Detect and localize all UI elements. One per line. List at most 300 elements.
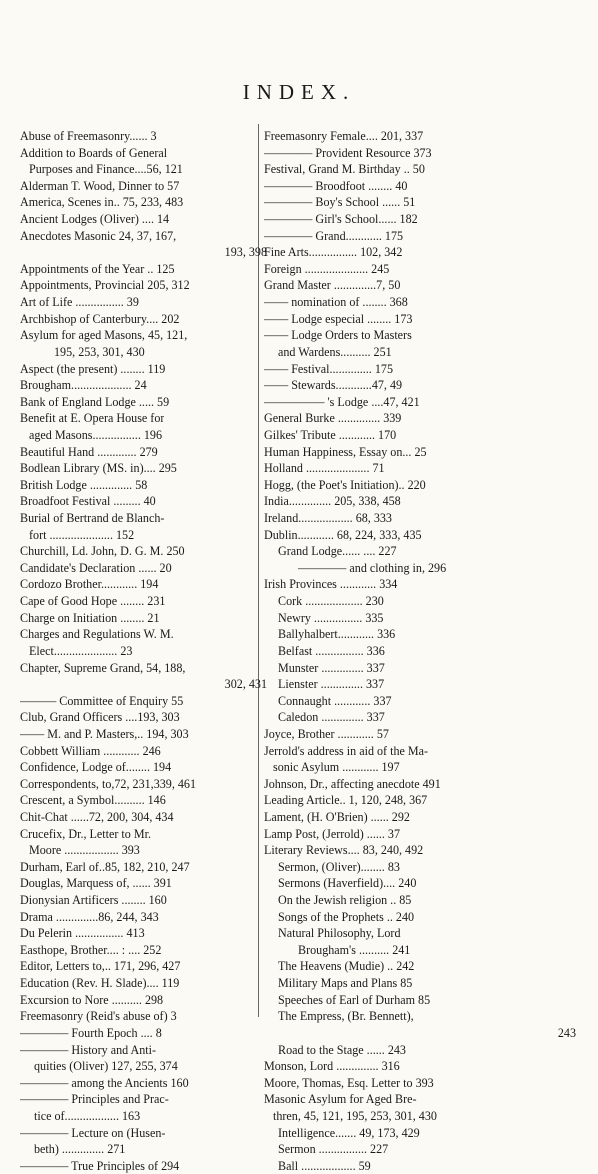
index-entry (20, 178, 267, 195)
index-entry (20, 809, 267, 826)
entry-text: Literary Reviews.... 83, 240, (264, 843, 403, 858)
entry-text: Moore .................. (29, 843, 119, 858)
entry-pages: 160 (148, 893, 167, 908)
entry-text: Belfast ................ (278, 643, 364, 658)
index-entry (20, 277, 267, 294)
entry-text: Newry ................ (278, 610, 363, 625)
entry-pages: 391 (153, 876, 172, 891)
index-entry (20, 942, 267, 959)
entry-pages: 202 (161, 311, 180, 326)
entry-text: Education (Rev. H. Slade).... (20, 976, 159, 991)
index-entry (20, 361, 267, 378)
index-entry (264, 1091, 576, 1108)
index-entry (20, 161, 267, 178)
entry-pages: 119 (147, 361, 166, 376)
entry-text: tice of.................. (34, 1108, 119, 1123)
index-entry (264, 394, 576, 411)
entry-pages: 294 (161, 1158, 180, 1173)
index-entry (264, 211, 576, 228)
index-entry (20, 776, 267, 793)
entry-text: —— Lodge especial ........ (264, 311, 392, 326)
entry-text: Churchill, Ld. John, D. G. M. (20, 544, 164, 559)
entry-text: Leading Article.. 1, 120, 248, (264, 793, 407, 808)
index-entry (20, 1042, 267, 1059)
index-entry (20, 709, 267, 726)
entry-text: Candidate's Declaration ...... (20, 560, 157, 575)
entry-pages: 429 (401, 1125, 420, 1140)
index-entry (20, 377, 267, 394)
index-entry (264, 809, 576, 826)
index-entry (264, 925, 576, 942)
entry-text: Confidence, Lodge of........ (20, 760, 150, 775)
entry-pages: 413 (126, 926, 145, 941)
entry-pages: 242 (396, 959, 415, 974)
entry-text: Lament, (H. O'Brien) ...... (264, 809, 389, 824)
index-column-left (20, 128, 267, 1174)
entry-pages: 339 (383, 411, 402, 426)
entry-text: Sermon, (Oliver)........ (278, 859, 385, 874)
entry-text: Bank of England Lodge ..... (20, 394, 155, 409)
index-entry (20, 128, 267, 145)
entry-text: Burial of Bertrand de Blanch- (20, 511, 165, 526)
index-entry (20, 726, 267, 743)
index-entry (264, 776, 576, 793)
entry-pages: 483 (165, 195, 184, 210)
entry-text: Fine Arts................ 102, (264, 245, 382, 260)
entry-pages: 175 (374, 361, 393, 376)
index-entry (20, 194, 267, 211)
entry-text: The Heavens (Mudie) .. (278, 959, 394, 974)
entry-pages: 83 (387, 859, 400, 874)
entry-pages: 243 (557, 1025, 576, 1040)
entry-text: Natural Philosophy, Lord (278, 926, 401, 941)
index-entry (264, 593, 576, 610)
index-entry (264, 626, 576, 643)
entry-pages: 175 (384, 228, 404, 243)
entry-text: ——— Committee of Enquiry (20, 693, 169, 708)
entry-text: Ancient Lodges (Oliver) .... (20, 212, 154, 227)
entry-pages: 247 (171, 859, 190, 874)
entry-text: Moore, Thomas, Esq. Letter to (264, 1075, 413, 1090)
entry-pages: 59 (157, 394, 170, 409)
entry-text: Crescent, a Symbol.......... (20, 793, 145, 808)
entry-pages: 152 (115, 527, 135, 542)
entry-text: Purposes and Finance....56, (29, 162, 162, 177)
index-entry (264, 909, 576, 926)
entry-pages: 193, 398 (224, 245, 267, 260)
entry-pages: 295 (158, 461, 177, 476)
entry-text: Club, Grand Officers ....193, (20, 710, 159, 725)
entry-pages: 430 (418, 1108, 437, 1123)
index-entry (264, 444, 576, 461)
entry-text: Du Pelerin ................ (20, 926, 124, 941)
entry-text: Human Happiness, Essay on... (264, 444, 412, 459)
entry-text: Art of Life ................ (20, 295, 124, 310)
index-entry (264, 726, 576, 743)
entry-pages: 427 (162, 959, 181, 974)
entry-pages: 367 (409, 793, 428, 808)
entry-text: Sermons (Haverfield).... (278, 876, 396, 891)
index-entry (264, 493, 576, 510)
entry-pages: 57 (376, 726, 389, 741)
entry-pages: 241 (392, 942, 411, 957)
entry-text: Jerrold's address in aid of the Ma- (264, 743, 429, 758)
entry-pages: 337 (373, 693, 392, 708)
entry-text: —— Festival.............. (264, 361, 372, 376)
index-entry (264, 244, 576, 261)
index-entry (264, 510, 576, 527)
index-entry (20, 975, 267, 992)
index-entry (20, 543, 267, 560)
index-entry (264, 194, 576, 211)
index-entry (20, 344, 267, 361)
entry-text: India.............. 205, 338, (264, 494, 380, 509)
page-title: INDEX. (242, 80, 356, 104)
entry-text: Caledon .............. (278, 710, 364, 725)
entry-text: Appointments, Provincial 205, (20, 278, 169, 293)
entry-pages: 303 (170, 726, 189, 741)
entry-text: Brougham's .......... (298, 942, 390, 957)
entry-pages: 393 (121, 843, 140, 858)
entry-pages: 37 (387, 826, 401, 841)
entry-pages: 197 (381, 760, 400, 775)
index-entry (20, 1141, 267, 1158)
index-entry (264, 1125, 576, 1142)
entry-pages: 430 (126, 344, 145, 359)
index-entry (264, 942, 576, 959)
entry-text: ———— True Principles of (20, 1158, 159, 1173)
index-entry (264, 1108, 576, 1125)
entry-text: —— Lodge Orders to Masters (264, 328, 412, 343)
entry-pages: 435 (403, 527, 422, 542)
index-entry (20, 1108, 267, 1125)
index-entry (20, 610, 267, 627)
index-column-right (264, 128, 576, 1174)
entry-text: and Wardens.......... (278, 344, 371, 359)
entry-text: ———— History and Anti- (20, 1042, 157, 1057)
entry-text: Sermon ................ (278, 1142, 368, 1157)
entry-pages: 121 (164, 162, 183, 177)
entry-text: Chit-Chat ......72, 200, 304, (20, 809, 153, 824)
entry-pages: 21 (147, 610, 160, 625)
entry-pages: 8 (155, 1025, 162, 1040)
index-entry (20, 427, 267, 444)
entry-pages: 188, (164, 660, 186, 675)
entry-text: Chapter, Supreme Grand, 54, (20, 660, 162, 675)
entry-pages: 296 (427, 560, 447, 575)
entry-text: Bodlean Library (MS. in).... (20, 461, 156, 476)
entry-pages: 220 (407, 477, 426, 492)
index-entry (264, 759, 576, 776)
entry-text: Cordozo Brother............ (20, 577, 138, 592)
index-entry (264, 1025, 576, 1042)
entry-text: ———— Lecture on (Husen- (20, 1125, 166, 1140)
entry-pages: 14 (157, 212, 170, 227)
index-entry (264, 709, 576, 726)
entry-pages: 194 (140, 577, 159, 592)
entry-pages: 39 (126, 295, 139, 310)
entry-text: Archbishop of Canterbury.... (20, 311, 159, 326)
entry-text: ———— Principles and Prac- (20, 1092, 169, 1107)
index-entry (264, 792, 576, 809)
entry-pages: 125 (156, 261, 175, 276)
entry-text: Gilkes' Tribute ............ (264, 427, 376, 442)
entry-text: Alderman T. Wood, Dinner to (20, 178, 165, 193)
entry-pages: 121, (166, 328, 188, 343)
entry-pages: 250 (166, 544, 185, 559)
entry-pages: 303 (161, 710, 180, 725)
entry-text: Abuse of Freemasonry...... (20, 129, 148, 143)
entry-pages: 343 (140, 909, 159, 924)
entry-text: Easthope, Brother.... : .... (20, 942, 141, 957)
index-entry (264, 743, 576, 760)
index-entry (264, 859, 576, 876)
entry-text: ———— and clothing in, (298, 560, 425, 575)
index-entry (20, 1158, 267, 1174)
entry-pages: 368 (389, 295, 408, 310)
entry-pages: 230 (365, 594, 384, 609)
index-entry (264, 128, 576, 145)
entry-text: Lienster .............. (278, 677, 363, 692)
index-entry (20, 826, 267, 843)
entry-pages: 334 (379, 577, 398, 592)
entry-text: Hogg, (the Poet's Initiation).. (264, 477, 405, 492)
entry-text: Ireland.................. 68, (264, 511, 371, 526)
index-entry (20, 410, 267, 427)
entry-text: ———— Fourth Epoch .... (20, 1025, 153, 1040)
index-entry (264, 1075, 576, 1092)
entry-text: Aspect (the present) ........ (20, 361, 145, 376)
index-entry (20, 228, 267, 245)
entry-text: Ballyhalbert............ (278, 627, 375, 642)
index-entry (20, 925, 267, 942)
index-entry (264, 1058, 576, 1075)
index-entry (264, 145, 576, 162)
entry-pages: 167, (155, 228, 177, 243)
entry-text: Excursion to Nore .......... (20, 992, 142, 1007)
index-entry (264, 527, 576, 544)
entry-text: Songs of the Prophets .. (278, 909, 393, 924)
entry-pages: 336 (366, 643, 385, 658)
entry-text: Freemasonry (Reid's abuse of) (20, 1009, 168, 1024)
entry-pages: 271 (107, 1142, 126, 1157)
entry-pages: 85 (400, 976, 413, 991)
entry-pages: 227 (378, 544, 397, 559)
index-entry (20, 261, 267, 278)
entry-pages: 316 (381, 1059, 400, 1074)
index-entry (264, 410, 576, 427)
entry-text: Connaught ............ (278, 693, 371, 708)
index-entry (20, 510, 267, 527)
entry-pages: 393 (415, 1075, 434, 1090)
entry-text: Beautiful Hand ............. (20, 444, 137, 459)
entry-pages: 279 (139, 444, 158, 459)
entry-pages: 163 (121, 1108, 141, 1123)
entry-pages: 49 (389, 378, 403, 393)
entry-pages: 50 (388, 278, 401, 293)
entry-pages: 302, 431 (224, 677, 267, 692)
index-entry (264, 693, 576, 710)
entry-text: Charge on Initiation ........ (20, 610, 145, 625)
index-entry (20, 145, 267, 162)
entry-text: —— nomination of ........ (264, 295, 387, 310)
index-entry (264, 361, 576, 378)
entry-text: sonic Asylum ............ (273, 760, 379, 775)
entry-pages: 40 (395, 178, 408, 193)
index-entry (20, 875, 267, 892)
index-entry (264, 1141, 576, 1158)
index-entry (264, 1158, 576, 1174)
entry-pages: 292 (391, 809, 410, 824)
entry-text: General Burke .............. (264, 411, 381, 426)
entry-text: Dublin............ 68, 224, 333, (264, 527, 401, 542)
entry-text: thren, 45, 121, 195, 253, 301, (273, 1108, 416, 1123)
index-entry (264, 228, 576, 245)
index-entry (264, 892, 576, 909)
entry-pages: 458 (382, 494, 401, 509)
entry-pages: 20 (159, 560, 172, 575)
index-entry (264, 610, 576, 627)
index-entry (20, 660, 267, 677)
entry-pages: 246 (142, 743, 161, 758)
entry-pages: 240 (395, 909, 415, 924)
index-entry (20, 327, 267, 344)
entry-text: Road to the Stage ...... (278, 1042, 385, 1057)
index-entry (264, 294, 576, 311)
entry-pages: 333 (373, 511, 392, 526)
entry-text: Benefit at E. Opera House for (20, 411, 165, 426)
index-entry (20, 527, 267, 544)
entry-text: ———— Broodfoot ........ (264, 178, 393, 193)
entry-pages: 23 (120, 643, 133, 658)
index-entry (264, 460, 576, 477)
entry-text: Durham, Earl of..85, 182, 210, (20, 859, 169, 874)
entry-text: Cork ................... (278, 594, 363, 609)
entry-text: Editor, Letters to,.. 171, 296, (20, 959, 160, 974)
entry-pages: 146 (147, 793, 166, 808)
index-entry (264, 975, 576, 992)
entry-text: Brougham.................... (20, 378, 132, 393)
index-entry (20, 909, 267, 926)
entry-pages: 57 (167, 178, 180, 193)
index-entry (20, 244, 267, 261)
entry-text: beth) .............. (34, 1142, 105, 1157)
entry-pages: 58 (135, 477, 148, 492)
entry-text: ———— Provident Resource (264, 145, 411, 160)
index-entry (20, 958, 267, 975)
entry-text: Addition to Boards of General (20, 145, 168, 160)
index-entry (264, 277, 576, 294)
index-entry (264, 1008, 576, 1025)
entry-pages: 245 (371, 261, 390, 276)
index-entry (20, 311, 267, 328)
index-entry (264, 261, 576, 278)
entry-pages: 492 (405, 843, 424, 858)
entry-text: ————— 's Lodge ....47, (264, 394, 399, 409)
entry-text: Munster .............. (278, 660, 364, 675)
entry-text: Irish Provinces ............ (264, 577, 377, 592)
entry-text: Douglas, Marquess of, ...... (20, 876, 151, 891)
entry-text: Speeches of Earl of Durham (278, 992, 416, 1007)
index-entry (20, 892, 267, 909)
index-entry (20, 859, 267, 876)
index-entry (264, 643, 576, 660)
entry-text: Ball .................. (278, 1158, 356, 1173)
entry-text: British Lodge .............. (20, 477, 133, 492)
index-entry (20, 444, 267, 461)
entry-pages: 336 (377, 627, 396, 642)
entry-text: Joyce, Brother ............ (264, 726, 374, 741)
entry-text: Charges and Regulations W. M. (20, 627, 174, 642)
index-entry (20, 1091, 267, 1108)
entry-pages: 119 (161, 976, 180, 991)
entry-pages: 40 (143, 494, 156, 509)
entry-text: aged Masons................ (29, 427, 141, 442)
entry-text: Grand Master ..............7, (264, 278, 386, 293)
index-entry (20, 842, 267, 859)
entry-pages: 85 (399, 893, 412, 908)
index-entry (20, 1025, 267, 1042)
entry-text: On the Jewish religion .. (278, 893, 397, 908)
index-entry (264, 875, 576, 892)
entry-pages: 337 (366, 660, 385, 675)
index-entry (20, 992, 267, 1009)
entry-pages: 227 (370, 1142, 389, 1157)
entry-pages: 173 (394, 311, 413, 326)
entry-pages: 50 (412, 162, 425, 177)
entry-text: Crucefix, Dr., Letter to Mr. (20, 826, 151, 841)
entry-pages: 182 (399, 212, 418, 227)
entry-pages: 251 (373, 344, 392, 359)
entry-text: Anecdotes Masonic 24, 37, (20, 228, 152, 243)
entry-text: —— Stewards............47, (264, 378, 387, 393)
index-entry (20, 1075, 267, 1092)
entry-pages: 55 (171, 693, 184, 708)
entry-pages: 337 (405, 129, 424, 143)
entry-text: Elect..................... (29, 643, 118, 658)
entry-pages: 59 (358, 1158, 371, 1173)
entry-text: Correspondents, to,72, 231,339, (20, 776, 175, 791)
entry-pages: 337 (365, 677, 385, 692)
entry-pages: 160 (170, 1075, 189, 1090)
entry-pages: 312 (171, 278, 190, 293)
entry-text: ———— Boy's School ...... (264, 195, 401, 210)
index-entry (20, 1008, 267, 1025)
index-entry (264, 676, 576, 693)
entry-text: ———— Grand............ (264, 228, 382, 243)
entry-pages: 196 (143, 427, 162, 442)
index-entry (20, 593, 267, 610)
entry-pages: 3 (150, 129, 157, 143)
index-entry (20, 676, 267, 693)
entry-pages: 24 (134, 378, 147, 393)
entry-text: Foreign ..................... (264, 261, 369, 276)
index-entry (264, 543, 576, 560)
entry-text: Johnson, Dr., affecting anecdote (264, 776, 420, 791)
entry-text: Masonic Asylum for Aged Bre- (264, 1092, 417, 1107)
entry-text: fort ..................... (29, 527, 113, 542)
index-entry (20, 560, 267, 577)
entry-pages: 240 (398, 876, 417, 891)
entry-text: Festival, Grand M. Birthday .. (264, 162, 410, 177)
entry-text: Drama ..............86, 244, (20, 909, 138, 924)
index-entry (20, 643, 267, 660)
entry-pages: 3 (170, 1009, 177, 1024)
index-entry (264, 477, 576, 494)
entry-text: Broadfoot Festival ......... (20, 494, 141, 509)
index-entry (264, 327, 576, 344)
entry-text: Grand Lodge...... .... (278, 544, 376, 559)
